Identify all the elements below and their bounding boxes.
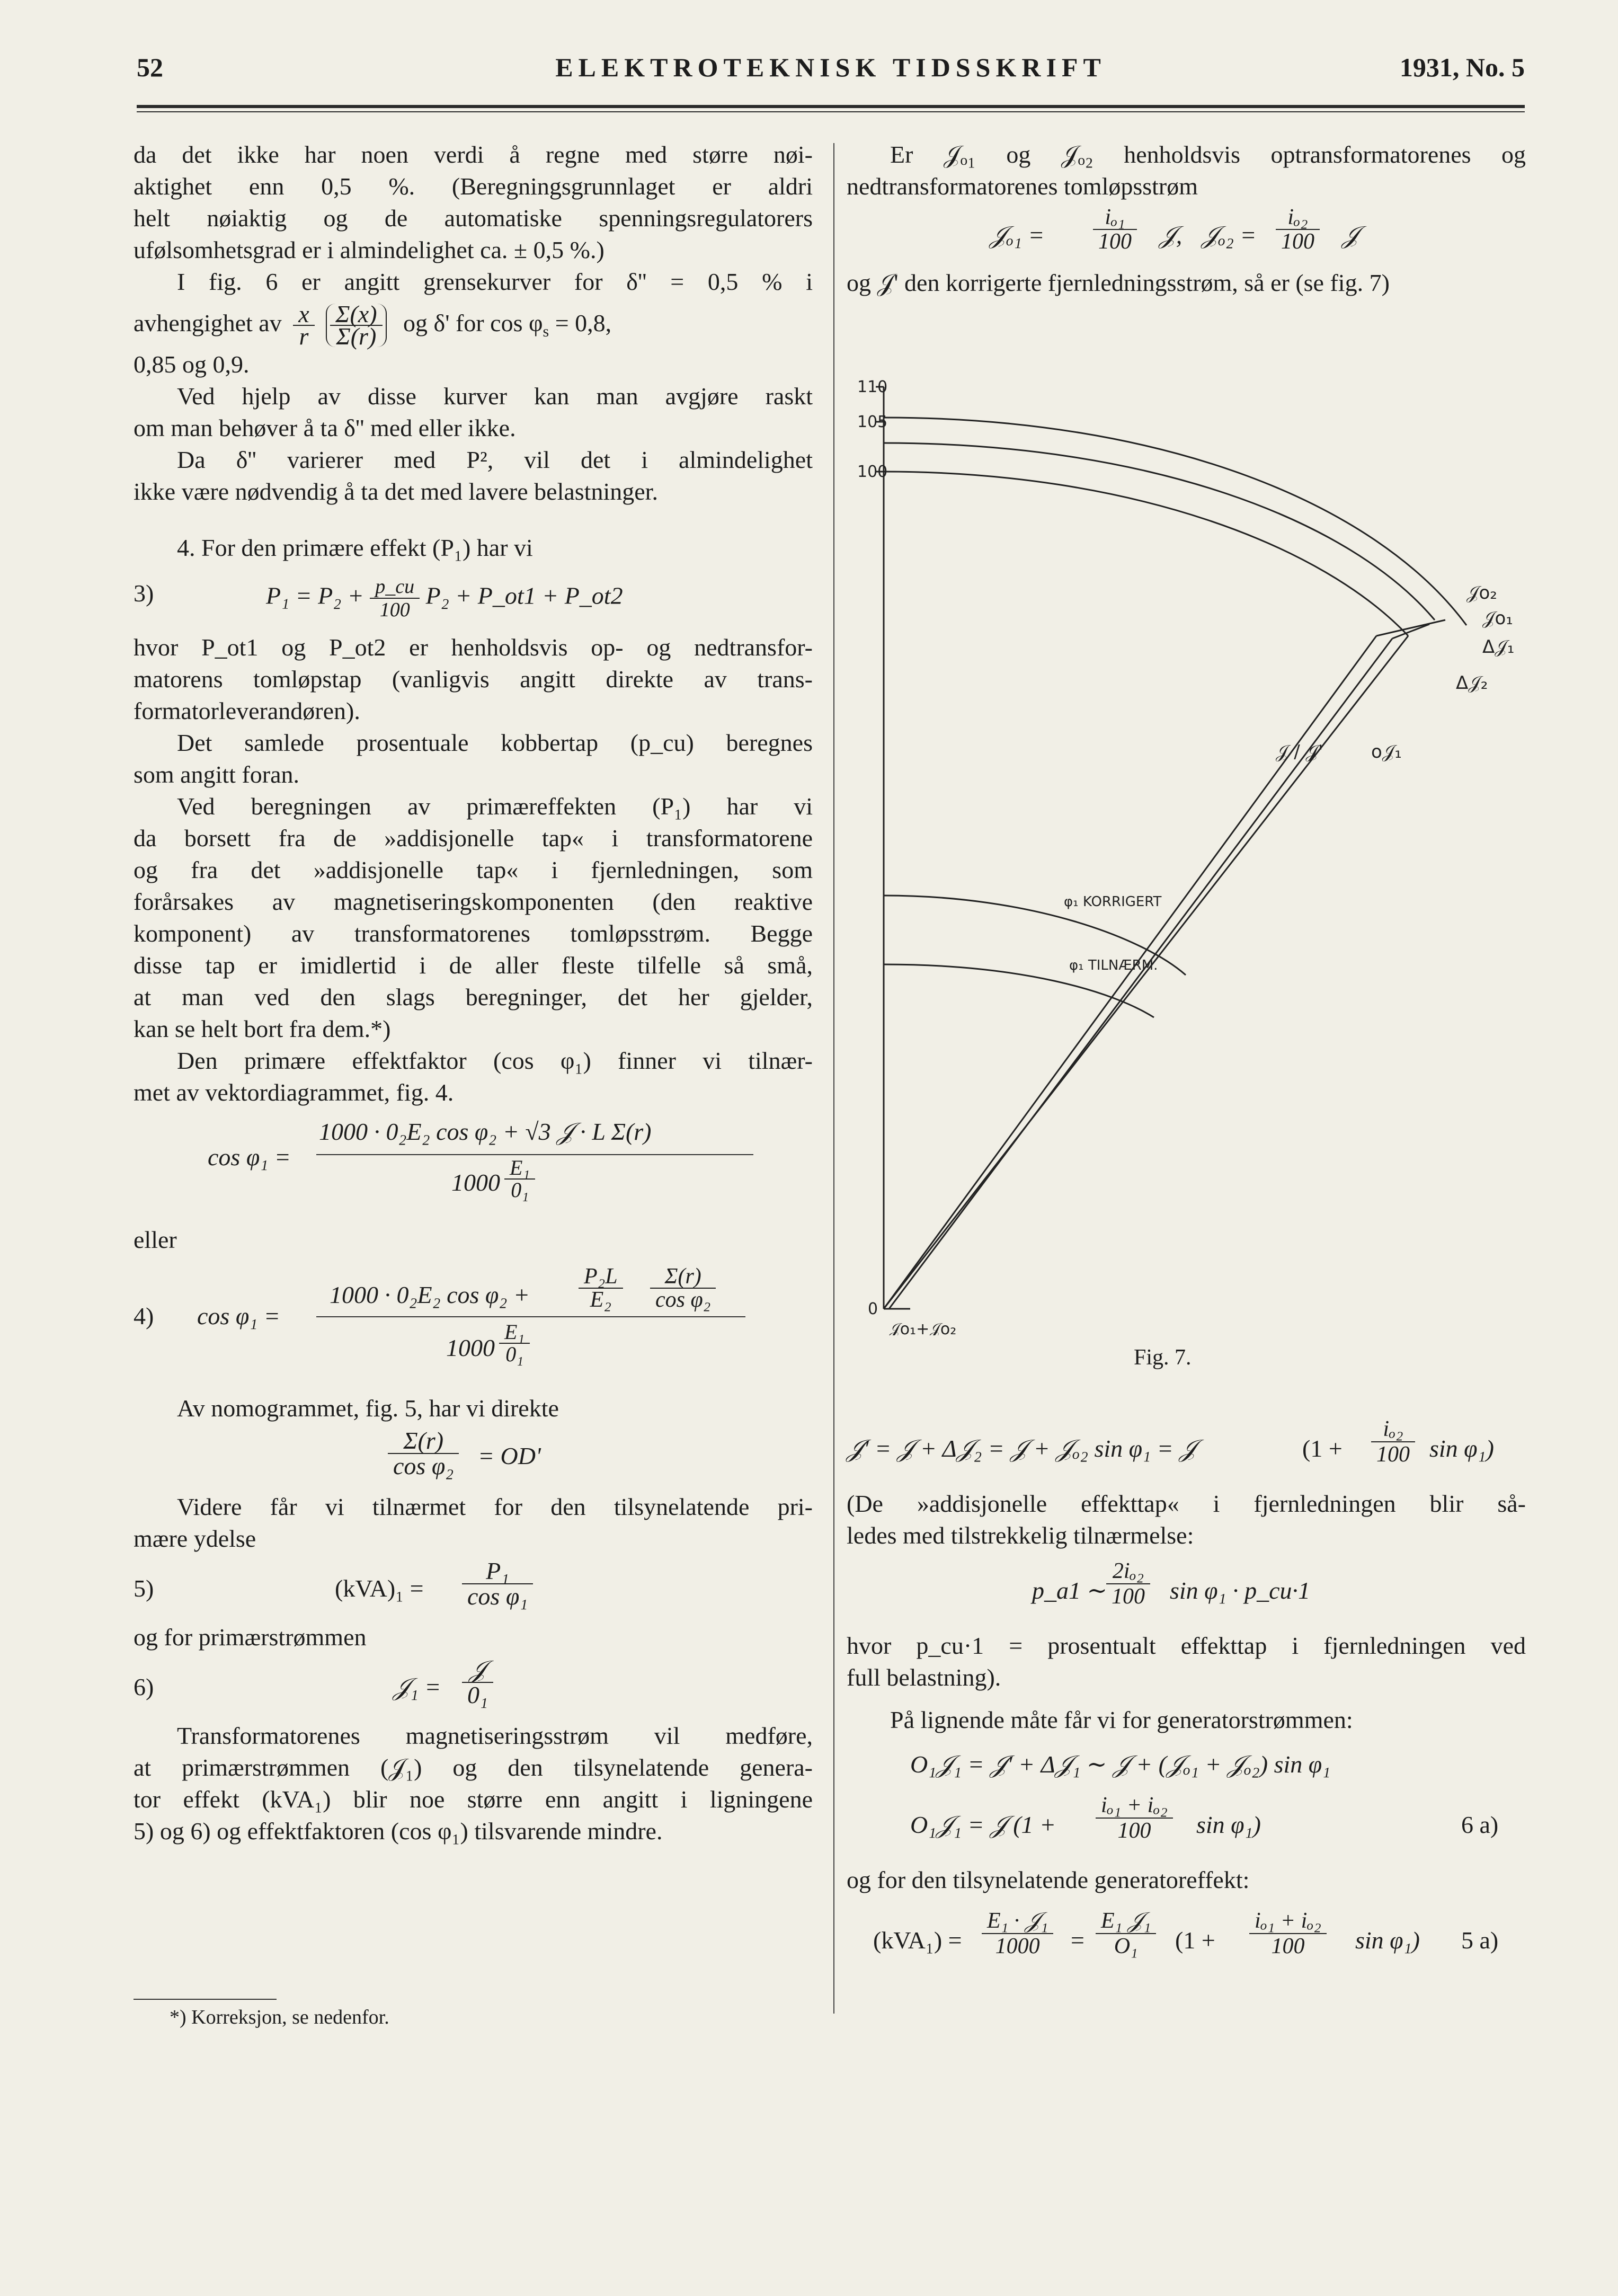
paragraph-line: 5) og 6) og effektfaktoren (cos φ₁) tilsvarende mindre.: [134, 1818, 663, 1845]
eq-term: 𝒥: [1342, 221, 1359, 249]
equation-6: [134, 1657, 813, 1716]
equation-5a: [847, 1903, 1526, 1972]
paragraph-line: På lignende måte får vi for generatorstrømmen:: [890, 1706, 1353, 1733]
equation-4: [134, 1263, 813, 1385]
eq-fraction: $\frac{\text{E₁}}{\text{0₁}}$: [499, 1322, 530, 1365]
eq-fraction: $\frac{\Sigma(r)}{\text{cos φ₂}}$: [388, 1429, 459, 1478]
paragraph-line: og fra det »addisjonelle tap« i fjernledningen, som: [134, 856, 813, 883]
page-number: 52: [137, 52, 163, 82]
paragraph-line: og for den tilsynelatende generatoreffekt:: [847, 1866, 1250, 1893]
paragraph-line: Da δ'' varierer med P², vil det i almindelighet: [177, 446, 813, 473]
equation-number: 3): [134, 580, 154, 607]
eq-term: 𝒥' = 𝒥 + Δ𝒥₂ = 𝒥 + 𝒥ₒ₂ sin φ₁ = 𝒥: [847, 1435, 1196, 1462]
paragraph-line: som angitt foran.: [134, 761, 299, 788]
eq-fraction: E₁ 𝒥₁ O₁: [1096, 1909, 1156, 1958]
eq-fraction: $\frac{\text{E₁}}{\text{0₁}}$: [504, 1157, 535, 1201]
text-run: = 0,8,: [555, 309, 612, 336]
eq-term: sin φ₁): [1429, 1435, 1494, 1462]
right-column-lower: [847, 1409, 1526, 1980]
eq-fraction: $\frac{p\_cu}{100}$: [370, 575, 420, 621]
paragraph-line: helt nøiaktig og de automatiske spenningsregulatorers: [134, 205, 813, 232]
label-jo2: 𝒥o₂: [1466, 582, 1497, 604]
equation-j-prime: [847, 1417, 1526, 1481]
paragraph-line: disse tap er imidlertid i de aller fleste tilfelle så små,: [134, 952, 813, 979]
eq-term: O₁𝒥₁ = 𝒥 (1 +: [910, 1811, 1056, 1838]
paragraph-line: Den primære effektfaktor (cos φ₁) finner vi tilnær-: [177, 1047, 813, 1074]
equation-od: [134, 1429, 813, 1487]
header-rule-thick: [137, 105, 1525, 108]
eq-term: 𝒥ₒ₁ =: [990, 221, 1045, 249]
eq-term: sin φ₁): [1355, 1927, 1420, 1954]
eq-fraction: $\frac{\text{P₁}}{\text{cos φ₁}}$: [462, 1559, 533, 1609]
fraction-x-over-r: $\frac{x}{r}$: [293, 304, 314, 347]
paragraph-line: hvor P_ot1 og P_ot2 er henholdsvis op- og nedtransfor-: [134, 634, 813, 661]
eq-term: cos φ₁ =: [208, 1143, 291, 1171]
eq-term: P₁ = P₂ +: [266, 582, 364, 609]
eq-term: 1000: [451, 1169, 500, 1196]
eq-fraction: E₁ · 𝒥₁ 1000: [982, 1909, 1053, 1958]
paragraph-line: full belastning).: [847, 1664, 1001, 1691]
arc-100: [884, 472, 1408, 636]
paragraph-line: aktighet enn 0,5 %. (Beregningsgrunnlaget er aldri: [134, 173, 813, 200]
equation-cos-phi1: [134, 1116, 813, 1217]
eq-fraction: $\frac{\text{2iₒ₂}}{100}$: [1106, 1559, 1150, 1609]
paragraph-line: kan se helt bort fra dem.*): [134, 1015, 391, 1042]
eq-term: 𝒥₁ =: [393, 1673, 441, 1700]
label-bottom: 𝒥o₁+𝒥o₂: [889, 1320, 957, 1335]
arc-110: [884, 418, 1466, 625]
equation-number: 5 a): [1461, 1927, 1499, 1954]
right-column: [847, 139, 1526, 299]
tick-label: 100: [857, 463, 888, 481]
label-jo1: 𝒥o₁: [1482, 608, 1513, 629]
eq-term: 𝒥,: [1159, 221, 1183, 249]
paragraph-line: I fig. 6 er angitt grensekurver for δ'' = 0,5 % i: [177, 268, 813, 295]
delta-j-segment: [1376, 620, 1445, 636]
eq-paren: (1 +: [1302, 1435, 1343, 1462]
eq-term: 𝒥ₒ₂ =: [1202, 221, 1257, 249]
header-rule-thin: [137, 111, 1525, 112]
fraction-bar: [316, 1316, 745, 1317]
paragraph-line: at man ved den slags beregninger, det her gjelder,: [134, 983, 813, 1010]
eq-fraction: $\frac{\text{P₂L}}{\text{E₂}}$: [579, 1265, 623, 1311]
paragraph-line: 0,85 og 0,9.: [134, 351, 250, 378]
equation-number: 4): [134, 1302, 154, 1329]
equation-number: 6 a): [1461, 1811, 1499, 1838]
eq-term: p_a1 ∼: [1032, 1577, 1108, 1604]
label-j-jprime: 𝒥 / 𝒥': [1276, 741, 1323, 763]
equation-5: [134, 1559, 813, 1617]
paragraph-line: og 𝒥' den korrigerte fjernledningsstrøm, så er (se fig. 7): [847, 269, 1390, 296]
paragraph-line: om man behøver å ta δ'' med eller ikke.: [134, 414, 516, 441]
paragraph-line: ikke være nødvendig å ta det med lavere belastninger.: [134, 478, 658, 505]
paragraph-line: Det samlede prosentuale kobbertap (p_cu) beregnes: [177, 729, 813, 756]
paragraph-line: formatorleverandøren).: [134, 697, 360, 724]
running-header: [137, 52, 1525, 89]
eq-fraction: 𝒥 0₁: [462, 1657, 493, 1707]
fraction-sigma: $\frac{\Sigma(x)}{\Sigma(r)}$: [326, 304, 386, 347]
eq-numerator: 1000 · 0₂E₂ cos φ₂ + √3 𝒥 · L Σ(r): [319, 1118, 652, 1145]
eq-term: cos φ₁ =: [197, 1302, 280, 1329]
equation-body: [266, 575, 623, 621]
paragraph-line: matorens tomløpstap (vanligvis angitt direkte av trans-: [134, 666, 813, 693]
fraction-bar: [316, 1154, 753, 1155]
paragraph-line: da borsett fra de »addisjonelle tap« i transformatorene: [134, 825, 813, 852]
equation-6a: [847, 1793, 1526, 1857]
paragraph-line: nedtransformatorenes tomløpsstrøm: [847, 173, 1198, 200]
equation-jo: [847, 206, 1526, 264]
eq-term: (kVA₁) =: [873, 1927, 962, 1954]
equation-number: 5): [134, 1575, 154, 1602]
text-run: og δ' for cos φ: [403, 309, 543, 336]
eq-term: =: [1069, 1927, 1086, 1954]
paragraph-line: Er 𝒥ₒ₁ og 𝒥ₒ₂ henholdsvis optransformatorenes og: [890, 141, 1526, 168]
paragraph-line: Transformatorenes magnetiseringsstrøm vil medføre,: [177, 1722, 813, 1749]
eq-term: = OD': [478, 1442, 541, 1469]
origin-label: 0: [868, 1300, 878, 1318]
issue-label: 1931, No. 5: [1399, 52, 1525, 82]
label-oj1: o𝒥₁: [1371, 741, 1402, 763]
paragraph-line: at primærstrømmen (𝒥₁) og den tilsynelatende genera-: [134, 1754, 813, 1781]
equation-o1j1-a: [847, 1743, 1526, 1786]
paragraph-line: mære ydelse: [134, 1525, 256, 1552]
eq-term: P₂ + P_ot1 + P_ot2: [425, 582, 623, 609]
footnote: *) Korreksjon, se nedenfor.: [170, 2006, 389, 2028]
label-phi-tilnaerm: φ₁ TILNÆRM.: [1069, 958, 1158, 973]
eq-fraction: $\frac{\text{iₒ₂}}{100}$: [1276, 206, 1320, 253]
equation-pa1: [847, 1559, 1526, 1623]
eq-paren: (1 +: [1175, 1927, 1215, 1954]
label-phi-korrigert: φ₁ KORRIGERT: [1064, 894, 1162, 910]
paragraph-line: Videre får vi tilnærmet for den tilsynelatende pri-: [177, 1493, 813, 1520]
text-run: avhengighet av: [134, 309, 282, 336]
eq-term: sin φ₁ · p_cu·1: [1170, 1577, 1311, 1604]
label-dj1: Δ𝒥₁: [1482, 636, 1515, 658]
eq-numerator: 1000 · 0₂E₂ cos φ₂ +: [330, 1281, 530, 1308]
paragraph-line: Av nomogrammet, fig. 5, har vi direkte: [177, 1395, 559, 1422]
paragraph-line-with-fraction: avhengighet av $\frac{x}{r}$ $\frac{\Sigma(x)}{\Sigma(r)}$ og δ' for $\cos \varphi_s = 0,8$,: [134, 300, 612, 350]
tick-label: 110: [857, 378, 888, 396]
journal-title: ELEKTROTEKNISK TIDSSKRIFT: [555, 52, 1106, 82]
eq-term: (kVA)₁ =: [335, 1575, 424, 1602]
figure-caption: Fig. 7.: [1134, 1345, 1192, 1370]
eq-fraction: $\frac{\Sigma(r)}{\text{cos φ₂}}$: [650, 1265, 716, 1311]
paragraph-line: met av vektordiagrammet, fig. 4.: [134, 1079, 454, 1106]
tick-label: 105: [857, 413, 888, 431]
column-divider: [833, 143, 834, 2014]
eq-fraction: $\frac{\text{iₒ₁ + iₒ₂}}{100}$: [1096, 1793, 1173, 1843]
paragraph-line: forårsakes av magnetiseringskomponenten (den reaktive: [134, 888, 813, 915]
paragraph-line: tor effekt (kVA₁) blir noe større enn angitt i ligningene: [134, 1786, 813, 1813]
eq-term: 1000: [446, 1334, 495, 1361]
eq-term: sin φ₁): [1196, 1811, 1261, 1838]
eq-term: O₁𝒥₁ = 𝒥' + Δ𝒥₁ ∼ 𝒥 + (𝒥ₒ₁ + 𝒥ₒ₂) sin φ₁: [910, 1751, 1331, 1778]
figure-7: [847, 371, 1526, 1335]
word-eller: eller: [134, 1226, 177, 1253]
section-intro: 4. For den primære effekt (P₁) har vi: [177, 534, 533, 561]
eq-fraction: $\frac{\text{iₒ₁ + iₒ₂}}{100}$: [1249, 1909, 1327, 1958]
paragraph-line: Ved hjelp av disse kurver kan man avgjøre raskt: [177, 383, 813, 410]
paragraph-line: (De »addisjonelle effekttap« i fjernledningen blir så-: [847, 1490, 1526, 1517]
eq-fraction: $\frac{\text{iₒ₁}}{100}$: [1093, 206, 1137, 253]
paragraph-line: komponent) av transformatorenes tomløpsstrøm. Begge: [134, 920, 813, 947]
paragraph-line: ufølsomhetsgrad er i almindelighet ca. ± 0,5 %.): [134, 236, 604, 263]
footnote-rule: [134, 1999, 277, 2000]
vector-diagram: [847, 371, 1526, 1335]
left-column: [134, 139, 813, 1847]
vector-j-prime: [889, 639, 1392, 1309]
label-dj2: Δ𝒥₂: [1456, 672, 1488, 694]
paragraph-line: hvor p_cu·1 = prosentualt effekttap i fjernledningen ved: [847, 1632, 1526, 1659]
arc-105: [884, 443, 1435, 620]
equation-3: [134, 571, 813, 624]
equation-number: 6): [134, 1673, 154, 1700]
paragraph-line: da det ikke har noen verdi å regne med større nøi-: [134, 141, 813, 168]
paragraph-line: og for primærstrømmen: [134, 1624, 367, 1651]
eq-fraction: $\frac{\text{iₒ₂}}{100}$: [1371, 1417, 1415, 1467]
paragraph-line: Ved beregningen av primæreffekten (P₁) har vi: [177, 793, 813, 820]
paragraph-line: ledes med tilstrekkelig tilnærmelse:: [847, 1522, 1194, 1549]
